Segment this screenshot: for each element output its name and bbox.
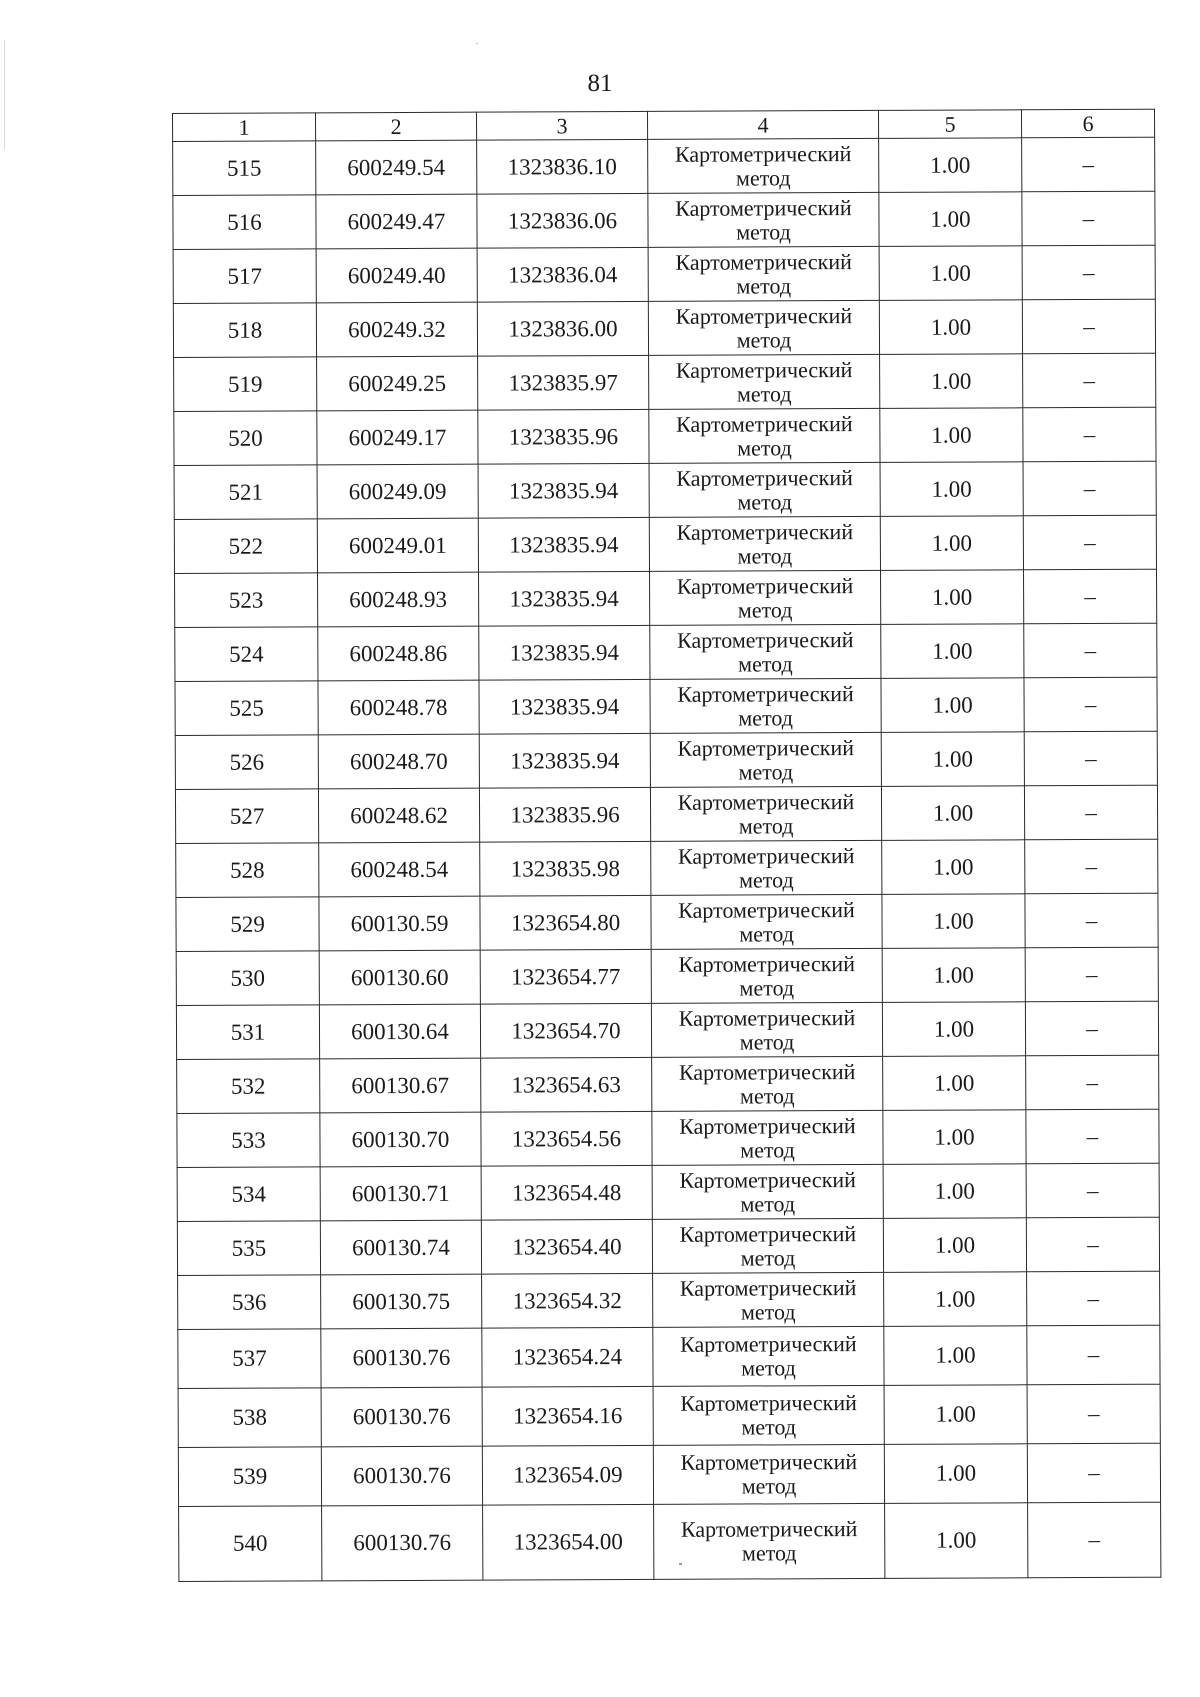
note-cell: – (1023, 461, 1156, 516)
note-cell: – (1026, 1217, 1159, 1272)
x-coordinate-cell: 600249.01 (317, 518, 478, 573)
method-cell (653, 1272, 884, 1327)
method-cell (650, 786, 881, 841)
note-cell: – (1024, 731, 1157, 786)
method-cell (648, 138, 879, 193)
accuracy-cell: 1.00 (879, 138, 1022, 193)
point-number-cell: 518 (173, 303, 316, 358)
method-cell (653, 1326, 884, 1386)
note-cell: – (1027, 1325, 1160, 1385)
y-coordinate-cell: 1323835.96 (479, 787, 650, 842)
y-coordinate-cell: 1323654.24 (482, 1327, 653, 1387)
column-header: 3 (476, 111, 647, 140)
accuracy-cell: 1.00 (884, 1272, 1027, 1327)
method-line-1: Картометрический (679, 1220, 857, 1247)
method-line-1: Картометрический (678, 1004, 856, 1031)
y-coordinate-cell: 1323836.06 (477, 193, 648, 248)
x-coordinate-cell: 600130.60 (319, 950, 480, 1005)
y-coordinate-cell: 1323654.16 (482, 1386, 653, 1446)
method-line-1: Картометрический (676, 626, 854, 653)
method-line-1: Картометрический (676, 410, 853, 437)
accuracy-cell: 1.00 (882, 840, 1025, 895)
x-coordinate-cell: 600130.71 (320, 1166, 481, 1221)
accuracy-cell: 1.00 (882, 894, 1025, 949)
method-line-2: метод (738, 812, 794, 839)
method-line-2: метод (741, 1355, 796, 1381)
method-cell (654, 1503, 885, 1579)
table-row (178, 1325, 1160, 1388)
x-coordinate-cell: 600130.76 (321, 1446, 482, 1506)
table-row (173, 137, 1155, 195)
method-line-2: метод (739, 974, 795, 1001)
column-header: 1 (173, 113, 316, 142)
table-row (178, 1443, 1160, 1506)
note-cell: – (1025, 839, 1158, 894)
method-cell (651, 840, 882, 895)
y-coordinate-cell: 1323654.77 (480, 949, 651, 1004)
page-number: 81 (587, 70, 613, 97)
table-row (178, 1384, 1160, 1447)
accuracy-cell: 1.00 (885, 1503, 1028, 1579)
y-coordinate-cell: 1323835.96 (478, 409, 649, 464)
method-line-2: метод (741, 1414, 797, 1440)
table-row (173, 245, 1155, 303)
accuracy-cell: 1.00 (884, 1385, 1027, 1445)
y-coordinate-cell: 1323836.10 (477, 139, 648, 194)
method-line-1: Картометрический (680, 1516, 858, 1542)
method-line-1: Картометрический (678, 950, 856, 977)
x-coordinate-cell: 600249.25 (317, 356, 478, 411)
method-line-2: метод (741, 1540, 797, 1566)
note-cell: – (1023, 353, 1156, 408)
method-cell (649, 516, 880, 571)
method-line-2: метод (737, 434, 792, 461)
note-cell: – (1026, 1163, 1159, 1218)
y-coordinate-cell: 1323654.70 (480, 1003, 651, 1058)
y-coordinate-cell: 1323835.94 (479, 625, 650, 680)
note-cell: – (1022, 245, 1155, 300)
accuracy-cell: 1.00 (883, 1056, 1026, 1111)
x-coordinate-cell: 600249.40 (316, 248, 477, 303)
x-coordinate-cell: 600248.86 (318, 626, 479, 681)
method-cell (649, 408, 880, 463)
y-coordinate-cell: 1323835.94 (479, 679, 650, 734)
x-coordinate-cell: 600249.47 (316, 194, 477, 249)
note-cell: – (1023, 407, 1156, 462)
note-cell: – (1024, 569, 1157, 624)
method-cell (650, 570, 881, 625)
method-cell (648, 246, 879, 301)
x-coordinate-cell: 600248.62 (318, 788, 479, 843)
note-cell: – (1026, 1055, 1159, 1110)
method-cell (653, 1444, 884, 1504)
method-line-2: метод (740, 1298, 796, 1325)
point-number-cell: 534 (177, 1167, 320, 1222)
note-cell: – (1025, 1001, 1158, 1056)
note-cell: – (1022, 137, 1155, 192)
point-number-cell: 538 (178, 1388, 321, 1448)
table-header-row (173, 109, 1155, 141)
method-line-2: метод (736, 380, 792, 407)
point-number-cell: 527 (175, 789, 318, 844)
method-line-1: Картометрический (676, 464, 853, 491)
point-number-cell: 517 (173, 249, 316, 304)
method-line-2: метод (737, 542, 793, 569)
method-cell (650, 678, 881, 733)
note-cell: – (1022, 299, 1155, 354)
point-number-cell: 515 (173, 141, 316, 196)
method-line-1: Картометрический (675, 194, 852, 221)
y-coordinate-cell: 1323835.94 (478, 463, 649, 518)
y-coordinate-cell: 1323835.97 (478, 355, 649, 410)
point-number-cell: 533 (177, 1113, 320, 1168)
x-coordinate-cell: 600130.64 (319, 1004, 480, 1059)
point-number-cell: 528 (176, 843, 319, 898)
note-cell: – (1028, 1502, 1161, 1578)
note-cell: – (1027, 1384, 1160, 1444)
method-cell (651, 894, 882, 949)
table-row (174, 353, 1156, 411)
table-row (176, 893, 1158, 951)
method-cell (652, 1164, 883, 1219)
method-line-2: метод (738, 866, 794, 893)
note-cell: – (1024, 623, 1157, 678)
point-number-cell: 520 (174, 411, 317, 466)
method-line-2: метод (736, 218, 791, 245)
method-cell (648, 192, 879, 247)
method-line-1: Картометрический (677, 842, 855, 869)
y-coordinate-cell: 1323654.40 (481, 1219, 652, 1274)
table-row (174, 461, 1156, 519)
point-number-cell: 523 (175, 573, 318, 628)
x-coordinate-cell: 600249.54 (316, 140, 477, 195)
table-row (175, 731, 1157, 789)
y-coordinate-cell: 1323654.80 (480, 895, 651, 950)
table-row (176, 1001, 1158, 1059)
accuracy-cell: 1.00 (880, 408, 1023, 463)
table-row (176, 947, 1158, 1005)
note-cell: – (1027, 1443, 1160, 1503)
method-line-2: метод (738, 650, 793, 677)
table-row (175, 569, 1157, 627)
y-coordinate-cell: 1323835.94 (479, 733, 650, 788)
method-cell (652, 1110, 883, 1165)
method-line-1: Картометрический (679, 1274, 857, 1301)
method-line-2: метод (738, 758, 794, 785)
point-number-cell: 536 (178, 1275, 321, 1330)
method-line-1: Картометрический (678, 896, 855, 923)
accuracy-cell: 1.00 (879, 192, 1022, 247)
y-coordinate-cell: 1323836.04 (477, 247, 648, 302)
table-row (175, 785, 1157, 843)
column-header: 2 (316, 112, 477, 141)
point-number-cell: 524 (175, 627, 318, 682)
point-number-cell: 521 (174, 465, 317, 520)
accuracy-cell: 1.00 (880, 462, 1023, 517)
x-coordinate-cell: 600130.74 (320, 1220, 481, 1275)
y-coordinate-cell: 1323654.48 (481, 1165, 652, 1220)
method-line-1: Картометрический (675, 356, 853, 383)
scan-speck (476, 43, 478, 44)
method-cell (649, 462, 880, 517)
table-row (176, 839, 1158, 897)
method-line-2: метод (737, 488, 793, 515)
accuracy-cell: 1.00 (883, 1164, 1026, 1219)
method-line-2: метод (739, 1028, 795, 1055)
method-line-1: Картометрический (677, 680, 854, 707)
table-row (174, 515, 1156, 573)
x-coordinate-cell: 600130.76 (321, 1328, 482, 1388)
method-cell (651, 948, 882, 1003)
point-number-cell: 535 (177, 1221, 320, 1276)
method-cell (652, 1218, 883, 1273)
y-coordinate-cell: 1323836.00 (477, 301, 648, 356)
x-coordinate-cell: 600249.32 (316, 302, 477, 357)
table-row (173, 191, 1155, 249)
accuracy-cell: 1.00 (882, 948, 1025, 1003)
note-cell: – (1027, 1271, 1160, 1326)
point-number-cell: 539 (178, 1447, 321, 1507)
method-line-1: Картометрический (680, 1390, 857, 1416)
y-coordinate-cell: 1323654.63 (481, 1057, 652, 1112)
method-line-1: Картометрический (678, 1058, 856, 1085)
y-coordinate-cell: 1323654.00 (483, 1504, 654, 1580)
accuracy-cell: 1.00 (880, 354, 1023, 409)
x-coordinate-cell: 600130.67 (320, 1058, 481, 1113)
method-cell (651, 1002, 882, 1057)
x-coordinate-cell: 600130.76 (321, 1387, 482, 1447)
accuracy-cell: 1.00 (881, 678, 1024, 733)
note-cell: – (1024, 785, 1157, 840)
point-number-cell: 519 (174, 357, 317, 412)
point-number-cell: 529 (176, 897, 319, 952)
x-coordinate-cell: 600130.59 (319, 896, 480, 951)
method-line-1: Картометрический (676, 518, 854, 545)
column-header: 4 (647, 110, 878, 139)
table-row (173, 299, 1155, 357)
method-line-1: Картометрический (677, 788, 855, 815)
method-line-2: метод (737, 596, 793, 623)
table-row (178, 1271, 1160, 1329)
accuracy-cell: 1.00 (882, 1002, 1025, 1057)
accuracy-cell: 1.00 (879, 300, 1022, 355)
x-coordinate-cell: 600130.70 (320, 1112, 481, 1167)
accuracy-cell: 1.00 (881, 570, 1024, 625)
point-number-cell: 537 (178, 1329, 321, 1389)
accuracy-cell: 1.00 (880, 516, 1023, 571)
table-row (175, 677, 1157, 735)
method-cell (650, 624, 881, 679)
method-line-2: метод (736, 272, 792, 299)
point-number-cell: 525 (175, 681, 318, 736)
method-line-2: метод (740, 1190, 796, 1217)
method-line-2: метод (739, 1082, 795, 1109)
note-cell: – (1022, 191, 1155, 246)
method-line-1: Картометрический (679, 1112, 856, 1139)
x-coordinate-cell: 600248.93 (318, 572, 479, 627)
method-line-1: Картометрический (679, 1166, 856, 1193)
point-number-cell: 522 (174, 519, 317, 574)
point-number-cell: 530 (176, 951, 319, 1006)
accuracy-cell: 1.00 (883, 1110, 1026, 1165)
method-line-2: метод (735, 164, 791, 191)
accuracy-cell: 1.00 (883, 1218, 1026, 1273)
table-row (177, 1109, 1159, 1167)
note-cell: – (1025, 893, 1158, 948)
method-line-2: метод (739, 920, 794, 947)
method-line-1: Картометрический (680, 1331, 857, 1357)
x-coordinate-cell: 600130.76 (322, 1505, 483, 1581)
point-number-cell: 532 (177, 1059, 320, 1114)
column-header: 6 (1021, 109, 1154, 138)
accuracy-cell: 1.00 (881, 624, 1024, 679)
accuracy-cell: 1.00 (881, 786, 1024, 841)
note-cell: – (1024, 677, 1157, 732)
table-row (174, 407, 1156, 465)
method-cell (650, 732, 881, 787)
column-header: 5 (878, 110, 1021, 139)
note-cell: – (1025, 947, 1158, 1002)
method-line-1: Картометрический (680, 1449, 858, 1475)
table-row (179, 1502, 1161, 1581)
x-coordinate-cell: 600248.54 (319, 842, 480, 897)
note-cell: – (1026, 1109, 1159, 1164)
method-cell (648, 300, 879, 355)
method-line-2: метод (736, 326, 792, 353)
y-coordinate-cell: 1323835.94 (478, 517, 649, 572)
y-coordinate-cell: 1323835.98 (480, 841, 651, 896)
table-row (175, 623, 1157, 681)
x-coordinate-cell: 600130.75 (321, 1274, 482, 1329)
method-cell (649, 354, 880, 409)
x-coordinate-cell: 600248.70 (318, 734, 479, 789)
method-line-2: метод (738, 704, 793, 731)
method-line-2: метод (740, 1136, 795, 1163)
note-cell: – (1023, 515, 1156, 570)
method-line-1: Картометрический (675, 302, 853, 329)
accuracy-cell: 1.00 (884, 1444, 1027, 1504)
point-number-cell: 516 (173, 195, 316, 250)
method-line-1: Картометрический (674, 140, 852, 167)
method-line-1: Картометрический (675, 248, 852, 275)
y-coordinate-cell: 1323654.09 (482, 1445, 653, 1505)
accuracy-cell: 1.00 (884, 1326, 1027, 1386)
point-number-cell: 540 (179, 1506, 322, 1582)
table-body (173, 109, 1161, 1581)
method-cell (652, 1056, 883, 1111)
accuracy-cell: 1.00 (881, 732, 1024, 787)
method-line-2: метод (740, 1244, 796, 1271)
method-line-1: Картометрический (677, 734, 855, 761)
table-row (177, 1217, 1159, 1275)
accuracy-cell: 1.00 (879, 246, 1022, 301)
table-row (177, 1055, 1159, 1113)
method-cell (653, 1385, 884, 1445)
point-number-cell: 526 (175, 735, 318, 790)
method-line-2: метод (741, 1473, 797, 1499)
y-coordinate-cell: 1323835.94 (479, 571, 650, 626)
y-coordinate-cell: 1323654.32 (482, 1273, 653, 1328)
method-line-1: Картометрический (676, 572, 854, 599)
x-coordinate-cell: 600248.78 (318, 680, 479, 735)
y-coordinate-cell: 1323654.56 (481, 1111, 652, 1166)
point-number-cell: 531 (176, 1005, 319, 1060)
x-coordinate-cell: 600249.09 (317, 464, 478, 519)
table-row (177, 1163, 1159, 1221)
x-coordinate-cell: 600249.17 (317, 410, 478, 465)
coordinates-table (172, 109, 1161, 1582)
